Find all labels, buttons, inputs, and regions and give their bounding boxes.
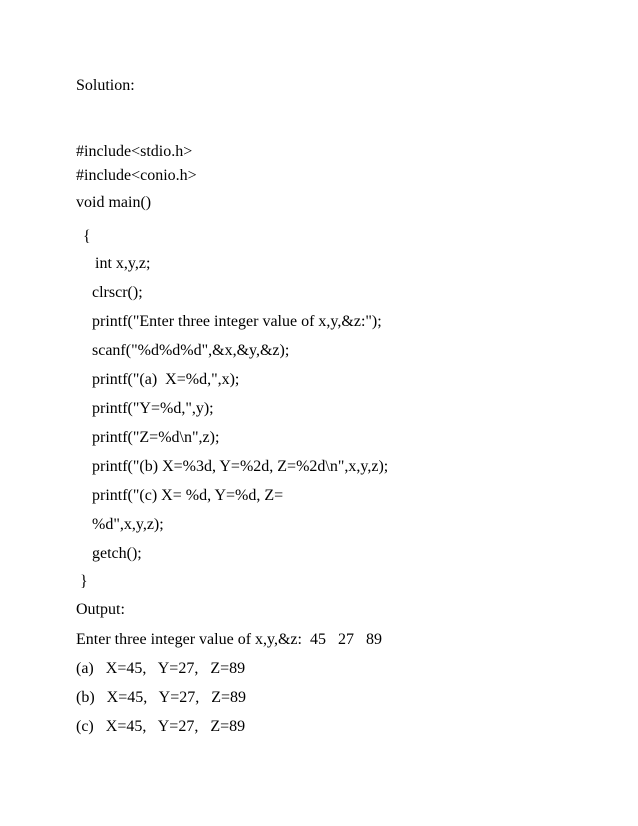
code-line-include-stdio: #include<stdio.h> bbox=[76, 143, 193, 160]
output-line-prompt: Enter three integer value of x,y,&z: 45 27 89 bbox=[76, 631, 382, 648]
code-line-open-brace: { bbox=[83, 228, 91, 245]
code-line-printf-z: printf("Z=%d\n",z); bbox=[92, 429, 220, 446]
code-line-printf-a: printf("(a) X=%d,",x); bbox=[92, 371, 240, 388]
code-line-declare-vars: int x,y,z; bbox=[95, 255, 151, 272]
code-line-scanf: scanf("%d%d%d",&x,&y,&z); bbox=[92, 342, 290, 359]
code-line-printf-prompt: printf("Enter three integer value of x,y,&z:"); bbox=[92, 313, 382, 330]
code-line-include-conio: #include<conio.h> bbox=[76, 167, 197, 184]
output-line-c: (c) X=45, Y=27, Z=89 bbox=[76, 718, 246, 735]
solution-heading: Solution: bbox=[76, 77, 135, 94]
code-line-close-brace: } bbox=[80, 573, 88, 590]
code-line-printf-b: printf("(b) X=%3d, Y=%2d, Z=%2d\n",x,y,z); bbox=[92, 458, 389, 475]
code-line-printf-y: printf("Y=%d,",y); bbox=[92, 400, 214, 417]
output-line-a: (a) X=45, Y=27, Z=89 bbox=[76, 660, 246, 677]
code-line-printf-c: printf("(c) X= %d, Y=%d, Z= bbox=[92, 487, 284, 504]
code-line-void-main: void main() bbox=[76, 194, 152, 211]
code-line-getch: getch(); bbox=[92, 545, 142, 562]
output-heading: Output: bbox=[76, 601, 125, 618]
output-line-b: (b) X=45, Y=27, Z=89 bbox=[76, 689, 247, 706]
code-line-printf-c-continued: %d",x,y,z); bbox=[92, 516, 164, 533]
code-line-clrscr: clrscr(); bbox=[92, 284, 143, 301]
